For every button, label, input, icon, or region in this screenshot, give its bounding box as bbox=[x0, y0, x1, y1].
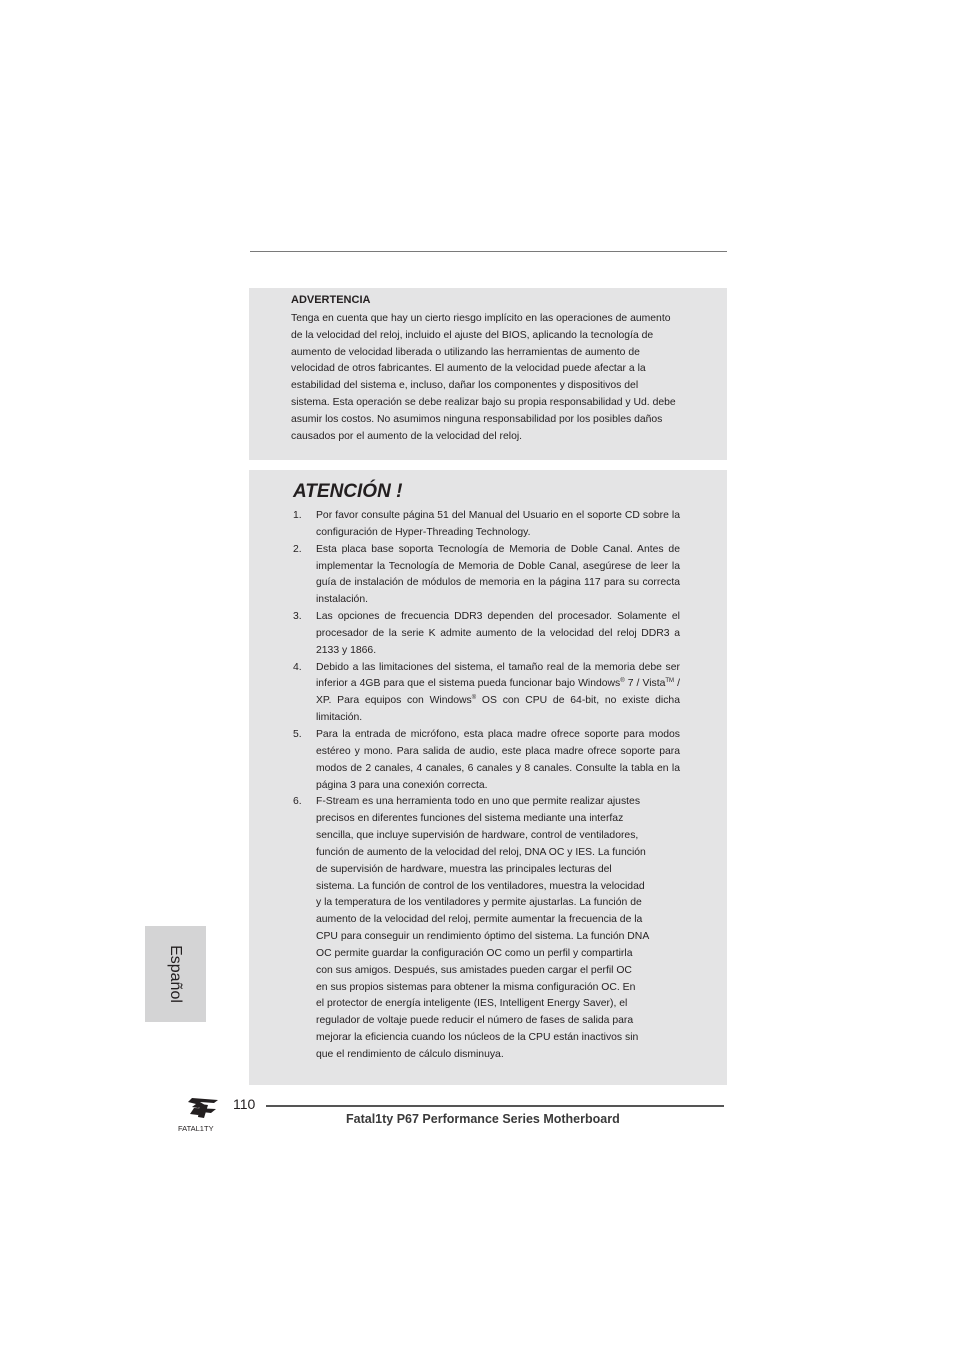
item-line: que el rendimiento de cálculo disminuya. bbox=[316, 1049, 504, 1060]
item-text-part: Debido a las limitaciones del sistema, el tamaño real de la memoria debe ser inferior a 4GB para que el sistema pueda funcionar bajo Windows bbox=[316, 661, 680, 690]
item-line: de supervisión de hardware, muestra las principales lecturas del bbox=[316, 863, 612, 875]
attention-list bbox=[249, 508, 727, 1064]
warning-line: velocidad de otros fabricantes. El aumento de la velocidad puede afectar a la bbox=[291, 363, 646, 375]
item-number: 2. bbox=[293, 543, 302, 555]
list-item bbox=[249, 609, 680, 660]
item-line: y la temperatura de los ventiladores y permite ajustarlas. La función de bbox=[316, 897, 642, 909]
item-line: precisos en diferentes funciones del sistema mediante una interfaz bbox=[316, 813, 624, 825]
list-item bbox=[249, 727, 680, 794]
item-line: aumento de la velocidad del reloj, permite aumentar la frecuencia de la bbox=[316, 914, 643, 926]
footer-title: Fatal1ty P67 Performance Series Motherboard bbox=[346, 1112, 620, 1126]
language-tab bbox=[145, 926, 206, 1022]
item-number: 3. bbox=[293, 611, 302, 623]
attention-title: ATENCIÓN ! bbox=[293, 481, 403, 502]
logo-wordmark: FATAL1TY bbox=[178, 1124, 214, 1133]
item-line: F-Stream es una herramienta todo en uno que permite realizar ajustes bbox=[316, 796, 641, 808]
warning-line: Tenga en cuenta que hay un cierto riesgo implícito en las operaciones de aumento bbox=[291, 313, 671, 324]
item-line: el protector de energía inteligente (IES, Intelligent Energy Saver), el bbox=[316, 998, 628, 1010]
item-line: en sus propios sistemas para obtener la misma configuración OC. En bbox=[316, 981, 636, 993]
list-item bbox=[249, 542, 680, 609]
item-text bbox=[316, 662, 680, 724]
item-line: regulador de voltaje puede reducir el número de fases de salida para bbox=[316, 1015, 634, 1027]
item-line: con sus amigos. Después, sus amistades pueden cargar el perfil OC bbox=[316, 964, 632, 976]
item-text: Las opciones de frecuencia DDR3 dependen del procesador. Solamente el procesador de la serie K admite aumento de la velocidad del reloj DDR3 a 2133 y 1866. bbox=[316, 611, 680, 656]
trademark-mark: TM bbox=[665, 678, 675, 685]
warning-title: ADVERTENCIA bbox=[291, 294, 371, 306]
list-item bbox=[249, 794, 680, 1064]
item-line: sencilla, que incluye supervisión de hardware, control de ventiladores, bbox=[316, 830, 639, 842]
item-text-part: OS con CPU de 64-bit, no existe dicha limitación. bbox=[316, 695, 680, 724]
item-line: mejorar la eficiencia cuando los núcleos de la CPU están inactivos sin bbox=[316, 1032, 639, 1044]
item-text: Esta placa base soporta Tecnología de Memoria de Doble Canal. Antes de implementar la Tecnología de Memoria de Doble Canal, asegúrese de leer la guía de instalación de módulos de memoria en la página 117 para su correcta instalación. bbox=[316, 543, 680, 606]
attention-box bbox=[249, 470, 727, 1085]
fatal1ty-logo-icon bbox=[178, 1096, 232, 1136]
item-number: 6. bbox=[293, 796, 302, 808]
bottom-rule bbox=[266, 1105, 724, 1107]
warning-line: de la velocidad del reloj, incluido el ajuste del BIOS, aplicando la tecnología de bbox=[291, 329, 654, 341]
item-number: 4. bbox=[293, 661, 302, 673]
list-item bbox=[249, 660, 680, 727]
warning-line: estabilidad del sistema e, incluso, dañar los componentes y dispositivos del bbox=[291, 380, 639, 392]
item-line: CPU para conseguir un rendimiento óptimo del sistema. La función DNA bbox=[316, 931, 650, 943]
warning-line: causados por el aumento de la velocidad del reloj. bbox=[291, 430, 523, 442]
warning-line: asumir los costos. No asumimos ninguna responsabilidad por los posibles daños bbox=[291, 413, 663, 425]
item-text: Para la entrada de micrófono, esta placa madre ofrece soporte para modos estéreo y mono. Para salida de audio, este placa madre ofrece soporte para modos de 2 canales, 4 canales, 6 canales y 8 canales. Consulte la tabla en la página 3 para una conexión correcta. bbox=[316, 728, 680, 791]
item-text-part: / XP. Para equipos con Windows bbox=[316, 678, 680, 707]
top-rule bbox=[250, 251, 727, 252]
warning-line: aumento de velocidad liberada o utilizando las herramientas de aumento de bbox=[291, 346, 640, 358]
item-text-part: 7 / Vista bbox=[624, 678, 666, 690]
warning-body bbox=[291, 311, 711, 445]
list-item bbox=[249, 508, 680, 542]
registered-mark: ® bbox=[620, 678, 625, 685]
item-number: 5. bbox=[293, 728, 302, 740]
language-tab-label: Español bbox=[167, 945, 184, 1003]
item-text: Por favor consulte página 51 del Manual del Usuario en el soporte CD sobre la configuración de Hyper-Threading Technology. bbox=[316, 510, 680, 538]
item-line: función de aumento de la velocidad del reloj, DNA OC y IES. La función bbox=[316, 846, 646, 858]
page-number: 110 bbox=[233, 1096, 256, 1112]
warning-box bbox=[249, 288, 727, 460]
warning-line: sistema. Esta operación se debe realizar bajo su propia responsabilidad y Ud. debe bbox=[291, 396, 676, 408]
fatal1ty-logo bbox=[178, 1096, 232, 1136]
item-number: 1. bbox=[293, 510, 302, 521]
item-line: sistema. La función de control de los ventiladores, muestra la velocidad bbox=[316, 880, 645, 892]
item-line: OC permite guardar la configuración OC como un perfil y compartirla bbox=[316, 947, 633, 959]
registered-mark: ® bbox=[471, 695, 477, 702]
